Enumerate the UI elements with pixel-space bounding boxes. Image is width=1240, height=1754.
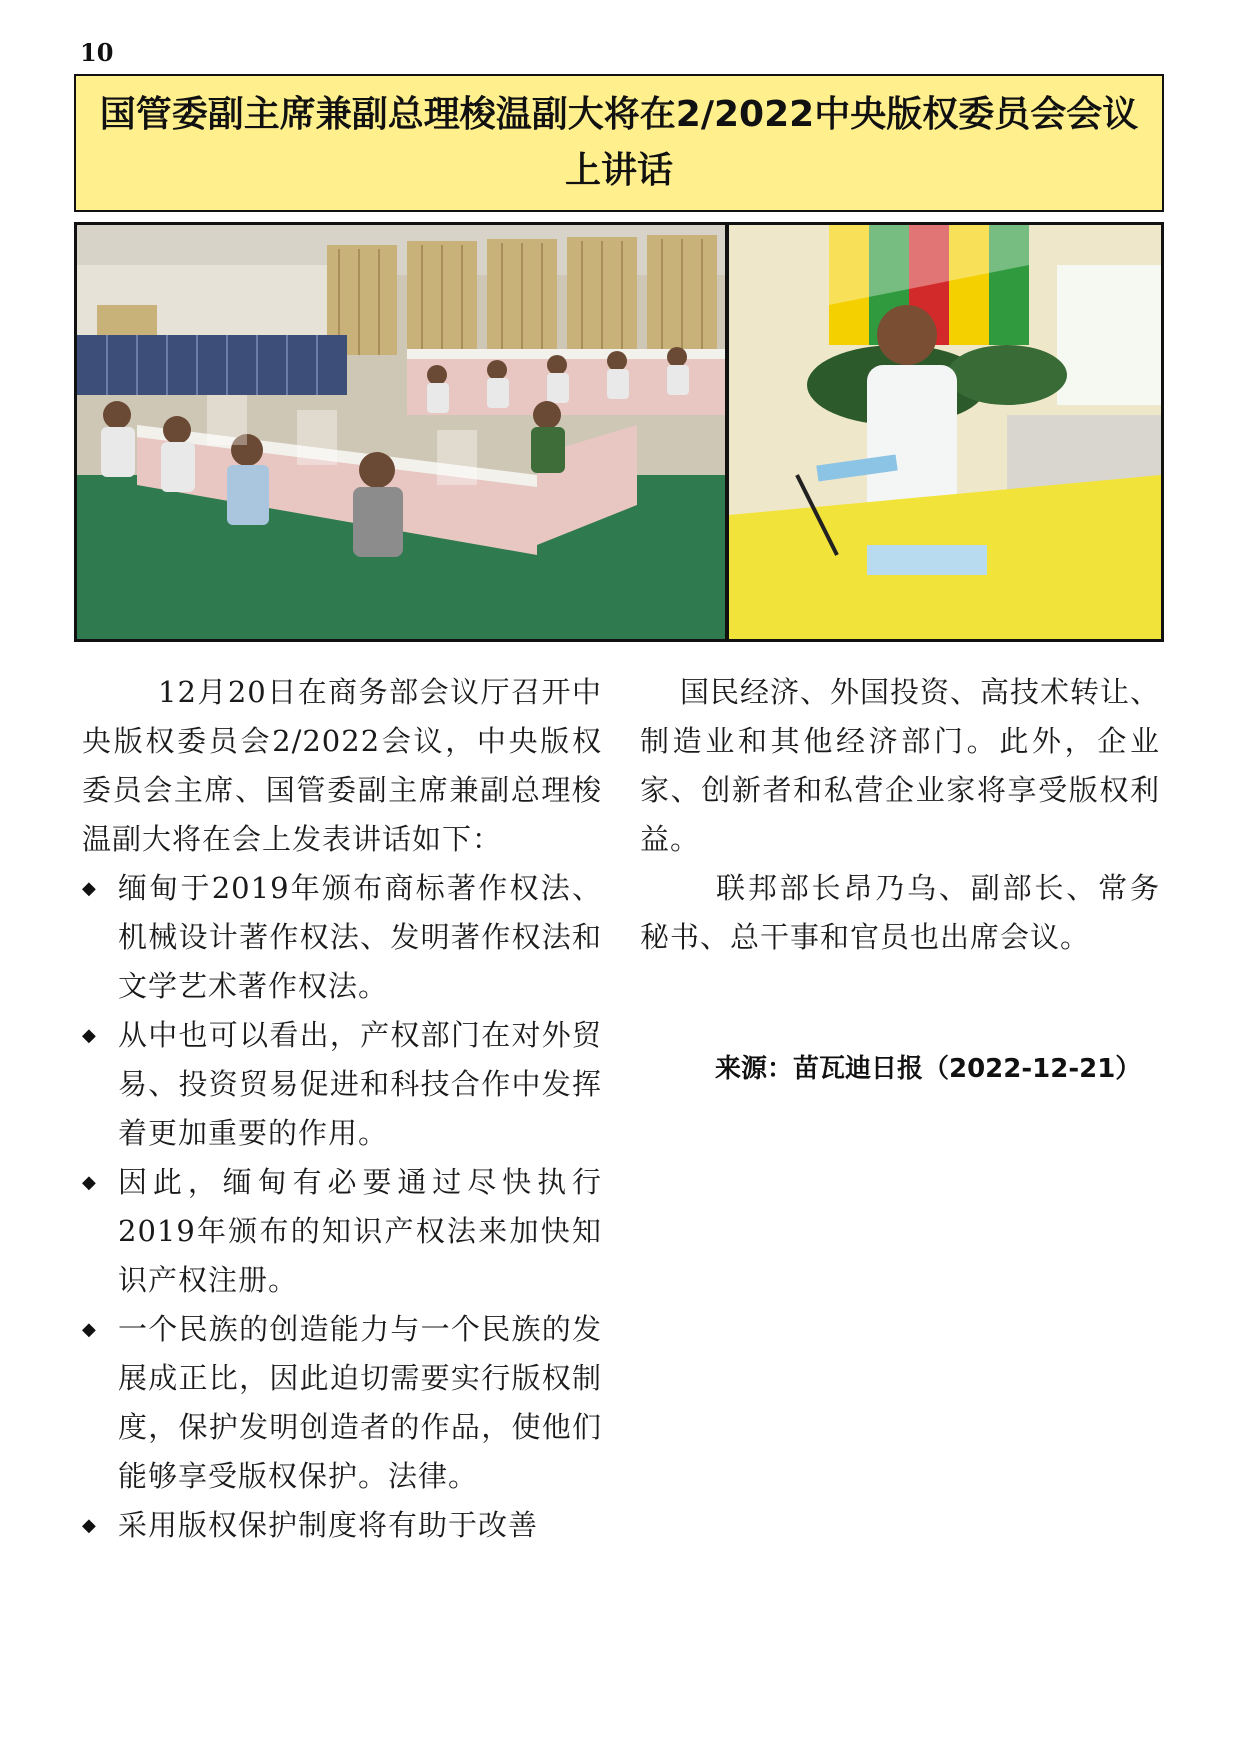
conference-hall-photo [77, 225, 725, 639]
speaker-photo [729, 225, 1161, 639]
diamond-bullet-icon: ◆ [82, 1515, 97, 1536]
speech-points-list [82, 864, 602, 1550]
article-title: 国管委副主席兼副总理梭温副大将在2/2022中央版权委员会会议上讲话 [99, 94, 1139, 191]
diamond-bullet-icon: ◆ [82, 1025, 97, 1046]
list-item-text: 因此，缅甸有必要通过尽快执行2019年颁布的知识产权法来加快知识产权注册。 [118, 1165, 602, 1297]
list-item-text: 一个民族的创造能力与一个民族的发展成正比，因此迫切需要实行版权制度，保护发明创造者的作品，使他们能够享受版权保护。法律。 [118, 1312, 602, 1493]
title-banner [74, 74, 1164, 212]
diamond-bullet-icon: ◆ [82, 1172, 97, 1193]
intro-paragraph: 12月20日在商务部会议厅召开中央版权委员会2/2022会议，中央版权委员会主席、国管委副主席兼副总理梭温副大将在会上发表讲话如下： [82, 675, 602, 856]
list-item-text: 缅甸于2019年颁布商标著作权法、机械设计著作权法、发明著作权法和文学艺术著作权法。 [118, 871, 602, 1003]
list-item [82, 864, 602, 1011]
page-number: 10 [80, 38, 114, 67]
attendance-paragraph: 联邦部长昂乃乌、副部长、常务秘书、总干事和官员也出席会议。 [640, 871, 1160, 954]
meeting-photos [74, 222, 1164, 642]
source-citation: 来源：苗瓦迪日报（2022-12-21） [715, 1054, 1142, 1084]
meeting-photos-illustration [77, 225, 1161, 639]
list-item [82, 1501, 602, 1550]
right-column [640, 668, 1160, 962]
continuation-paragraph: 国民经济、外国投资、高技术转让、制造业和其他经济部门。此外，企业家、创新者和私营企业家将享受版权利益。 [640, 675, 1161, 856]
list-item-text: 从中也可以看出，产权部门在对外贸易、投资贸易促进和科技合作中发挥着更加重要的作用。 [118, 1018, 602, 1150]
list-item [82, 1011, 602, 1158]
left-column [82, 668, 602, 1550]
list-item-text: 采用版权保护制度将有助于改善 [118, 1508, 539, 1542]
diamond-bullet-icon: ◆ [82, 1319, 97, 1340]
diamond-bullet-icon: ◆ [82, 878, 97, 899]
list-item [82, 1158, 602, 1305]
list-item [82, 1305, 602, 1501]
